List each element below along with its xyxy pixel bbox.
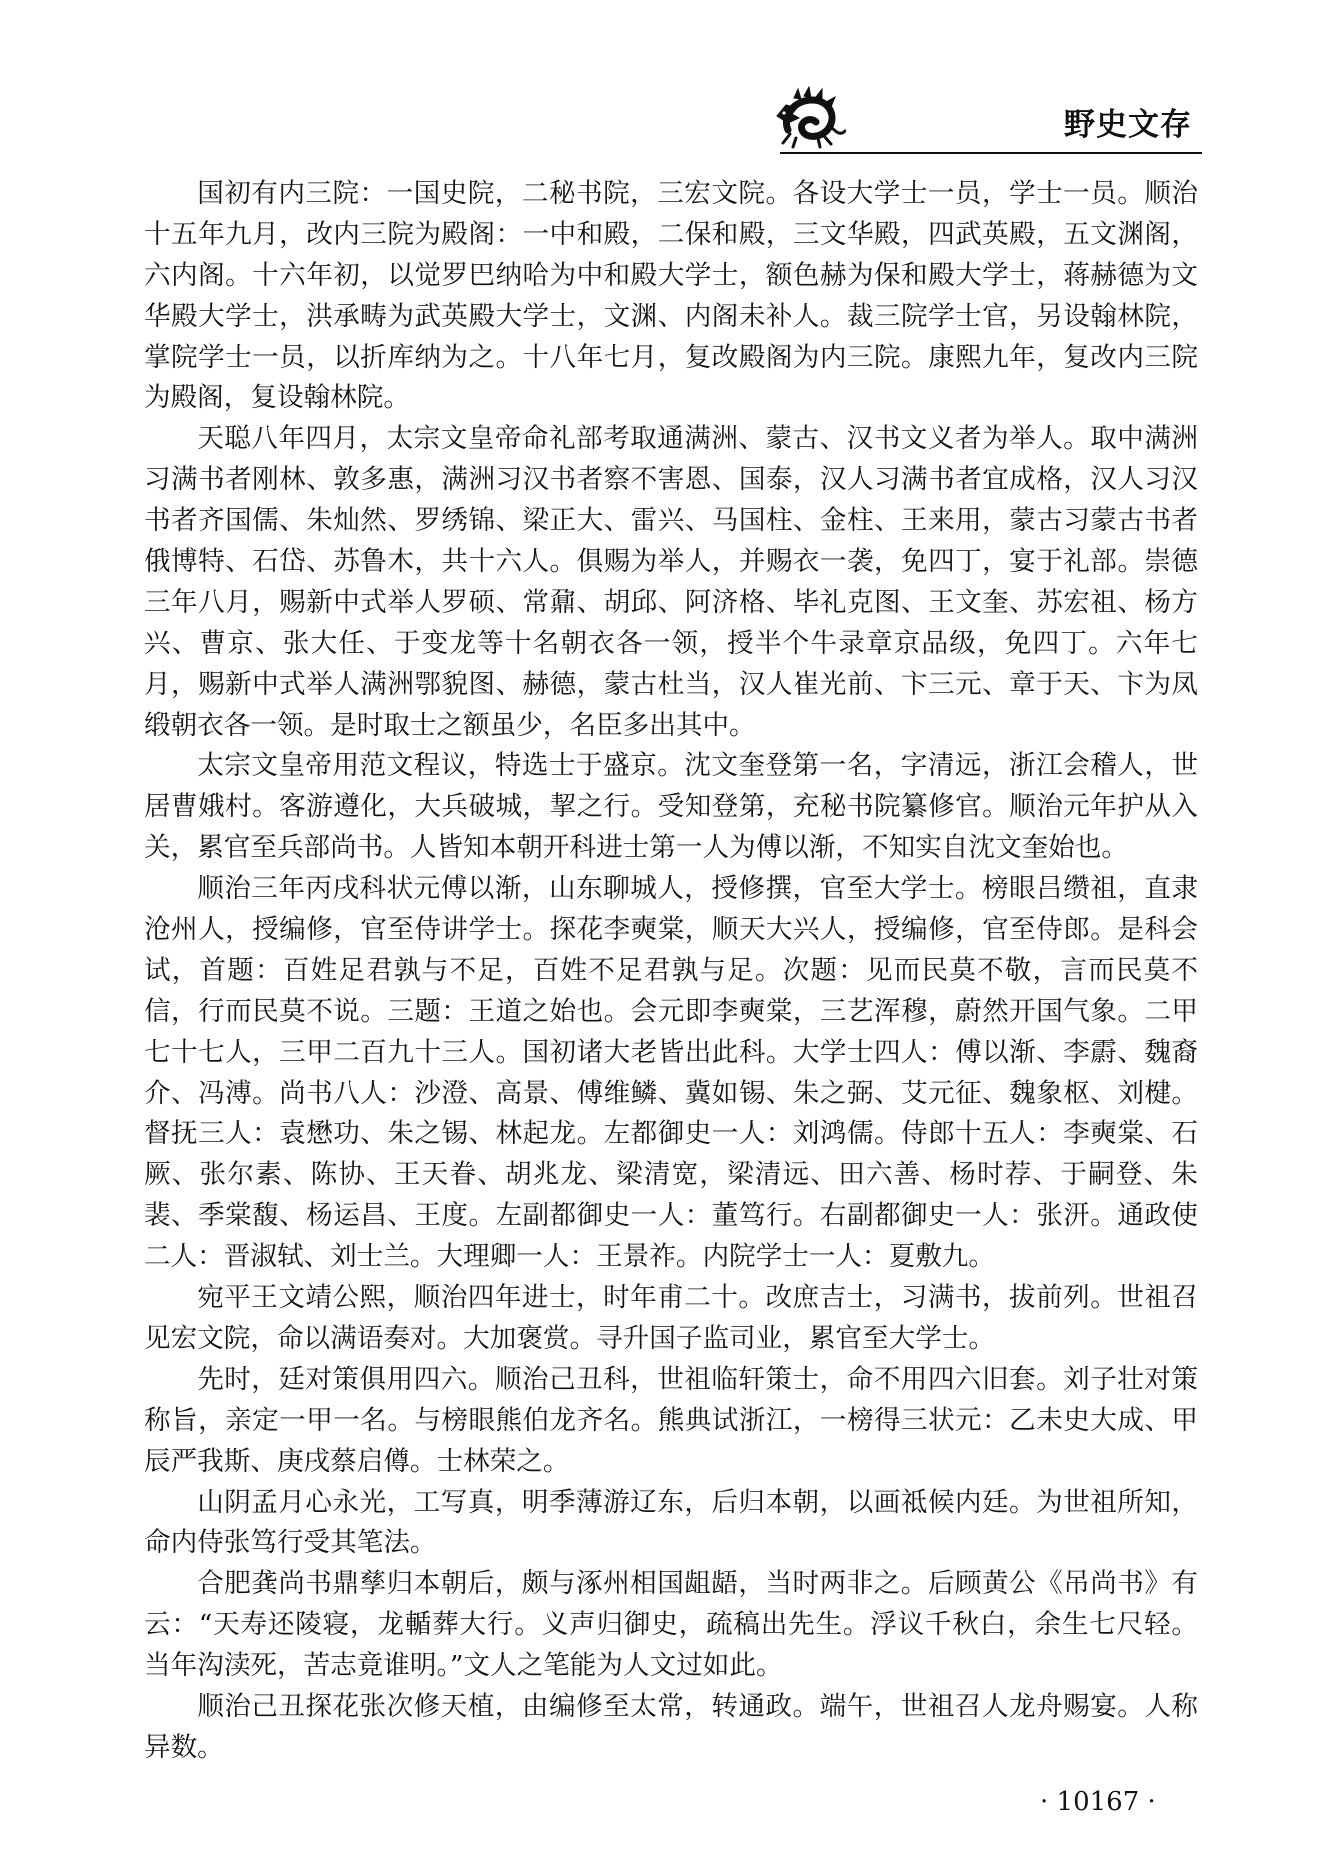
paragraph xyxy=(144,1687,1198,1769)
text-line: 关，累官至兵部尚书。人皆知本朝开科进士第一人为傅以渐，不知实自沈文奎始也。 xyxy=(144,832,1128,864)
paragraph xyxy=(144,869,1198,1278)
text-line: 书者齐国儒、朱灿然、罗绣锦、梁正大、雷兴、马国柱、金柱、王来用，蒙古习蒙古书者 xyxy=(144,505,1198,537)
text-line: 天聪八年四月，太宗文皇帝命礼部考取通满洲、蒙古、汉书文义者为举人。取中满洲 xyxy=(197,423,1198,455)
text-line: 为殿阁，复设翰林院。 xyxy=(144,382,410,414)
text-line: 居曹娥村。客游遵化，大兵破城，挈之行。受知登第，充秘书院纂修官。顺治元年护从入 xyxy=(144,791,1198,823)
text-line: 见宏文院，命以满语奏对。大加褒赏。寻升国子监司业，累官至大学士。 xyxy=(144,1322,995,1354)
text-line: 称旨，亲定一甲一名。与榜眼熊伯龙齐名。熊典试浙江，一榜得三状元：乙未史大成、甲 xyxy=(144,1404,1198,1436)
text-line: 兴、曹京、张大任、于变龙等十名朝衣各一领，授半个牛录章京品级，免四丁。六年七 xyxy=(144,627,1198,659)
paragraph xyxy=(144,1564,1198,1687)
header-rule xyxy=(780,152,1202,154)
dragon-logo-icon xyxy=(774,86,846,150)
paragraph xyxy=(144,1483,1198,1565)
text-line: 太宗文皇帝用范文程议，特选士于盛京。沈文奎登第一名，字清远，浙江会稽人，世 xyxy=(197,750,1198,782)
text-line: 月，赐新中式举人满洲鄂貌图、赫德，蒙古杜当，汉人崔光前、卞三元、章于天、卞为凤 xyxy=(144,668,1198,700)
paragraph xyxy=(144,1278,1198,1360)
text-line: 三年八月，赐新中式举人罗硕、常鼐、胡邱、阿济格、毕礼克图、王文奎、苏宏祖、杨方 xyxy=(144,586,1198,618)
text-line: 顺治己丑探花张次修天植，由编修至太常，转通政。端午，世祖召人龙舟赐宴。人称 xyxy=(197,1690,1198,1722)
text-line: 先时，廷对策俱用四六。顺治己丑科，世祖临轩策士，命不用四六旧套。刘子壮对策 xyxy=(197,1363,1198,1395)
text-line: 试，首题：百姓足君孰与不足，百姓不足君孰与足。次题：见而民莫不敬，言而民莫不 xyxy=(144,954,1198,986)
running-header-title: 野史文存 xyxy=(1064,107,1192,143)
text-line: 厥、张尔素、陈协、王天眷、胡兆龙、梁清宽，梁清远、田六善、杨时荐、于嗣登、朱 xyxy=(144,1159,1198,1191)
text-line: 缎朝衣各一领。是时取士之额虽少，名臣多出其中。 xyxy=(144,709,756,741)
text-line: 合肥龚尚书鼎孳归本朝后，颇与涿州相国龃龉，当时两非之。后顾黄公《吊尚书》有 xyxy=(197,1568,1198,1600)
page-number: · 10167 · xyxy=(1040,1787,1156,1817)
text-line: 十五年九月，改内三院为殿阁：一中和殿，二保和殿，三文华殿，四武英殿，五文渊阁， xyxy=(144,218,1198,250)
text-line: 介、冯溥。尚书八人：沙澄、高景、傅维鳞、冀如锡、朱之弼、艾元征、魏象枢、刘楗。 xyxy=(144,1077,1198,1109)
text-line: 习满书者刚林、敦多惠，满洲习汉书者察不害恩、国泰，汉人习满书者宜成格，汉人习汉 xyxy=(144,464,1198,496)
paragraph xyxy=(144,174,1198,419)
text-line: 六内阁。十六年初，以觉罗巴纳哈为中和殿大学士，额色赫为保和殿大学士，蒋赫德为文 xyxy=(144,259,1198,291)
paragraph xyxy=(144,746,1198,869)
text-line: 命内侍张笃行受其笔法。 xyxy=(144,1527,437,1559)
paragraph xyxy=(144,419,1198,746)
text-line: 七十七人，三甲二百九十三人。国初诸大老皆出此科。大学士四人：傅以渐、李霨、魏裔 xyxy=(144,1036,1198,1068)
text-line: 督抚三人：袁懋功、朱之锡、林起龙。左都御史一人：刘鸿儒。侍郎十五人：李奭棠、石 xyxy=(144,1118,1198,1150)
text-line: 顺治三年丙戌科状元傅以渐，山东聊城人，授修撰，官至大学士。榜眼吕缵祖，直隶 xyxy=(197,873,1198,905)
text-line: 掌院学士一员，以折库纳为之。十八年七月，复改殿阁为内三院。康熙九年，复改内三院 xyxy=(144,341,1198,373)
text-line: 信，行而民莫不说。三题：王道之始也。会元即李奭棠，三艺浑穆，蔚然开国气象。二甲 xyxy=(144,995,1198,1027)
text-line: 华殿大学士，洪承畴为武英殿大学士，文渊、内阁未补人。裁三院学士官，另设翰林院， xyxy=(144,300,1198,332)
text-line: 当年沟渎死，苦志竟谁明。”文人之笔能为人文过如此。 xyxy=(144,1650,783,1682)
text-line: 山阴孟月心永光，工写真，明季薄游辽东，后归本朝，以画祗候内廷。为世祖所知， xyxy=(197,1486,1198,1518)
article-body xyxy=(144,174,1198,1769)
paragraph xyxy=(144,1360,1198,1483)
text-line: 异数。 xyxy=(144,1731,224,1763)
text-line: 宛平王文靖公熙，顺治四年进士，时年甫二十。改庶吉士，习满书，拔前列。世祖召 xyxy=(197,1282,1198,1314)
text-line: 沧州人，授编修，官至侍讲学士。探花李奭棠，顺天大兴人，授编修，官至侍郎。是科会 xyxy=(144,914,1198,946)
text-line: 辰严我斯、庚戌蔡启僔。士林荣之。 xyxy=(144,1445,570,1477)
text-line: 国初有内三院：一国史院，二秘书院，三宏文院。各设大学士一员，学士一员。顺治 xyxy=(197,178,1198,209)
text-line: 二人：晋淑轼、刘士兰。大理卿一人：王景祚。内院学士一人：夏敷九。 xyxy=(144,1241,995,1273)
text-line: 裴、季棠馥、杨运昌、王度。左副都御史一人：董笃行。右副都御史一人：张汧。通政使 xyxy=(144,1200,1198,1232)
text-line: 俄博特、石岱、苏鲁木，共十六人。俱赐为举人，并赐衣一袭，免四丁，宴于礼部。崇德 xyxy=(144,546,1198,578)
text-line: 云：“天寿还陵寝，龙輴葬大行。义声归御史，疏稿出先生。浮议千秋白，余生七尺轻。 xyxy=(144,1609,1198,1641)
